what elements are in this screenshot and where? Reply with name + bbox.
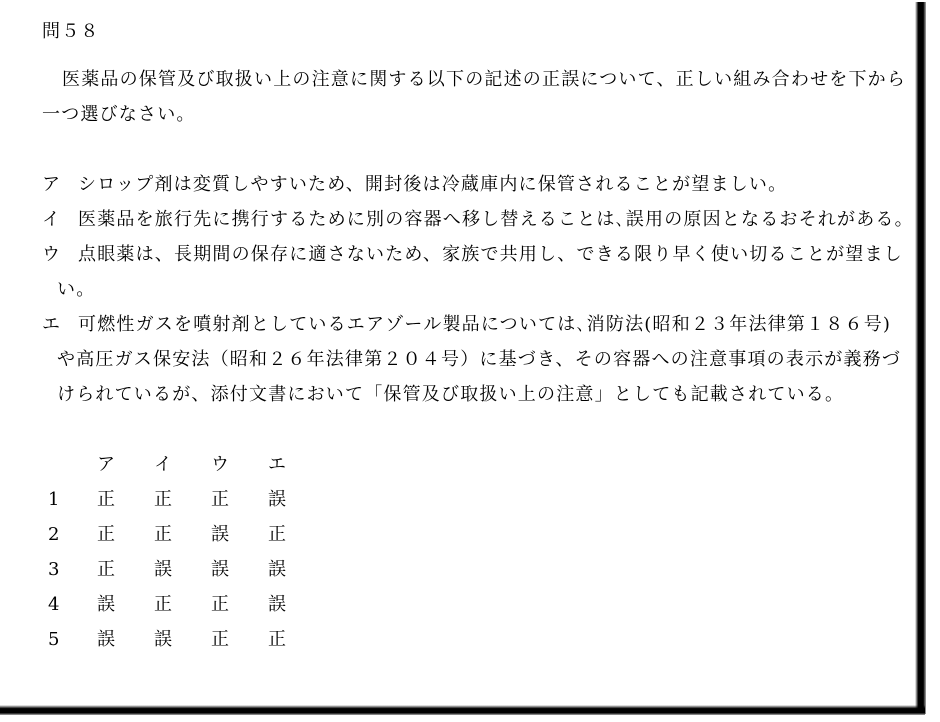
statement-e-line-2: や高圧ガス保安法（昭和２６年法律第２０４号）に基づき、その容器への注意事項の表示が義務づ bbox=[57, 349, 902, 370]
statement-u-line-1 bbox=[42, 237, 910, 272]
answer-cell: 誤 bbox=[97, 629, 117, 650]
answer-cell: 正 bbox=[97, 489, 117, 510]
answer-cell: 正 bbox=[154, 524, 174, 545]
answer-cell: 正 bbox=[97, 524, 117, 545]
choice-number: 2 bbox=[48, 524, 61, 545]
statement-a-text: シロップ剤は変質しやすいため、開封後は冷蔵庫内に保管されることが望ましい。 bbox=[78, 174, 788, 195]
answer-cell: 正 bbox=[211, 489, 231, 510]
blank-line bbox=[42, 412, 910, 447]
choice-number: 1 bbox=[48, 489, 61, 510]
choice-number: 3 bbox=[48, 559, 61, 580]
choice-number: 5 bbox=[48, 629, 61, 650]
answer-table-row-2 bbox=[42, 517, 910, 552]
answer-table-header-a: ア bbox=[97, 454, 117, 475]
statement-a-label: ア bbox=[42, 174, 62, 195]
answer-table-header-e: エ bbox=[268, 454, 288, 475]
answer-cell: 正 bbox=[154, 594, 174, 615]
statement-u-label: ウ bbox=[42, 244, 62, 265]
choice-number: 4 bbox=[48, 594, 61, 615]
statement-u-line-2: い。 bbox=[57, 279, 96, 300]
document-body bbox=[42, 14, 914, 657]
page-scan-edge-bottom bbox=[0, 705, 925, 715]
statement-e-text: 可燃性ガスを噴射剤としているエアゾール製品については､消防法(昭和２３年法律第１８６号) bbox=[78, 314, 892, 335]
answer-cell: 誤 bbox=[154, 559, 174, 580]
statement-i-label: イ bbox=[42, 209, 62, 230]
answer-cell: 正 bbox=[268, 524, 288, 545]
question-number: 問５８ bbox=[42, 21, 100, 42]
page-scan-edge-right bbox=[915, 2, 926, 714]
answer-cell: 誤 bbox=[268, 559, 288, 580]
statement-e-label: エ bbox=[42, 314, 62, 335]
blank-line bbox=[42, 132, 910, 167]
answer-cell: 正 bbox=[211, 594, 231, 615]
answer-cell: 誤 bbox=[154, 629, 174, 650]
answer-table-header-i: イ bbox=[154, 454, 174, 475]
statement-a-line-1 bbox=[42, 167, 910, 202]
answer-cell: 誤 bbox=[97, 594, 117, 615]
answer-cell: 誤 bbox=[268, 489, 288, 510]
answer-cell: 正 bbox=[154, 489, 174, 510]
question-intro-line-2: 一つ選びなさい。 bbox=[42, 104, 196, 125]
statement-i-line-1 bbox=[42, 202, 914, 237]
question-intro-line-1: 医薬品の保管及び取扱い上の注意に関する以下の記述の正誤について、正しい組み合わせを下から bbox=[62, 69, 907, 90]
statement-u-text: 点眼薬は、長期間の保存に適さないため、家族で共用し、できる限り早く使い切ることが望まし bbox=[78, 244, 903, 265]
answer-cell: 正 bbox=[268, 629, 288, 650]
answer-table-row-4 bbox=[42, 587, 910, 622]
answer-table-header-row bbox=[42, 447, 910, 482]
statement-i-text: 医薬品を旅行先に携行するために別の容器へ移し替えることは､誤用の原因となるおそれがある。 bbox=[78, 209, 914, 230]
answer-table bbox=[42, 447, 910, 657]
answer-table-row-1 bbox=[42, 482, 910, 517]
answer-table-header-u: ウ bbox=[211, 454, 231, 475]
answer-cell: 正 bbox=[97, 559, 117, 580]
answer-cell: 正 bbox=[211, 629, 231, 650]
answer-table-row-3 bbox=[42, 552, 910, 587]
answer-cell: 誤 bbox=[268, 594, 288, 615]
statement-e-line-1 bbox=[42, 307, 910, 342]
answer-table-row-5 bbox=[42, 622, 910, 657]
answer-cell: 誤 bbox=[211, 524, 231, 545]
answer-cell: 誤 bbox=[211, 559, 231, 580]
statement-e-line-3: けられているが、添付文書において「保管及び取扱い上の注意」としても記載されている。 bbox=[57, 384, 845, 405]
